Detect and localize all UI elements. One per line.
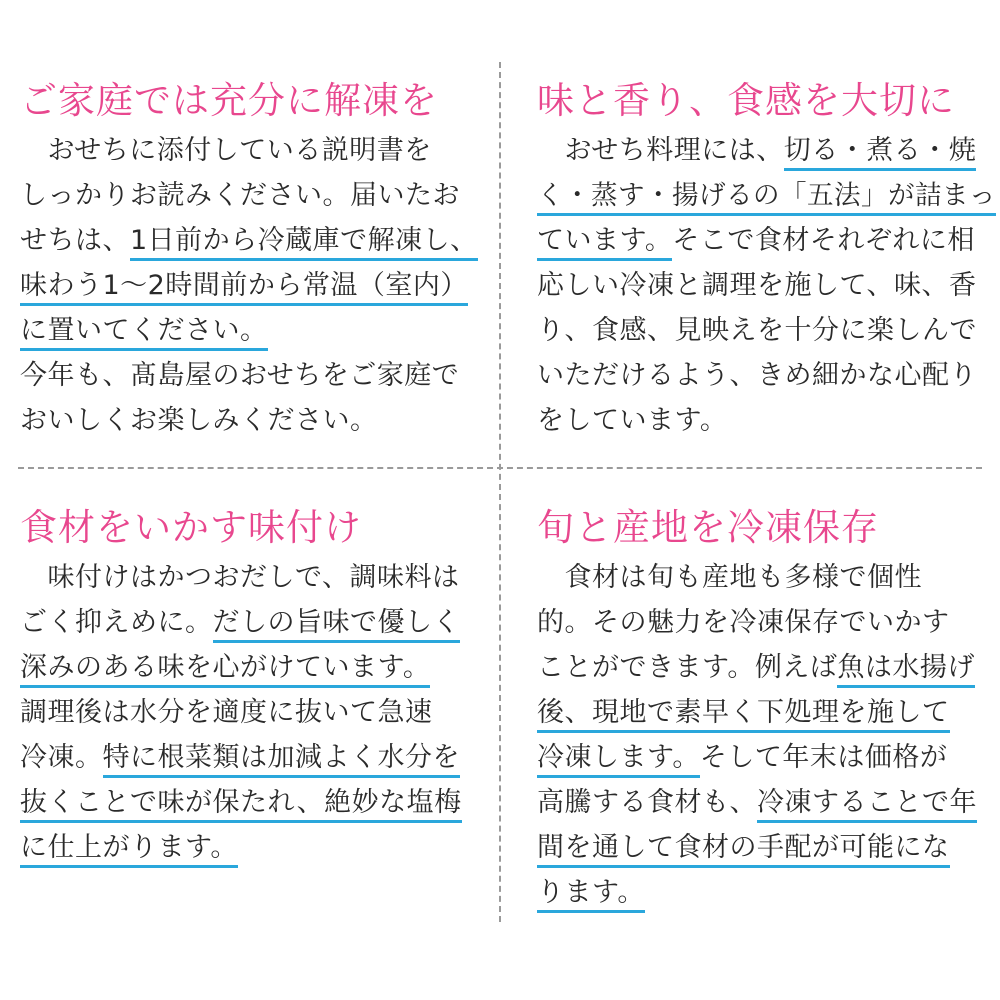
text-line: おせちに添付している説明書を	[20, 135, 432, 166]
text-line: おせち料理には、切る・煮る・焼	[537, 128, 997, 173]
text-line: 応しい冷凍と調理を施して、味、香	[537, 270, 977, 301]
underlined-text: 1日前から冷蔵庫で解凍し、	[130, 225, 478, 261]
text-line	[537, 173, 997, 218]
text-line	[537, 825, 997, 870]
section-title: 食材をいかす味付け	[20, 506, 362, 549]
underlined-text: 冷凍することで年	[757, 787, 977, 823]
text-line	[537, 690, 997, 735]
section-thawing	[20, 76, 480, 443]
underlined-text: 抜くことで味が保たれ、絶妙な塩梅	[20, 787, 462, 823]
text-line: 今年も、髙島屋のおせちをご家庭で	[20, 360, 460, 391]
text-line: ことができます。例えば魚は水揚げ	[537, 645, 997, 690]
underlined-text: 魚は水揚げ	[837, 652, 975, 688]
section-title: ご家庭では充分に解凍を	[20, 79, 438, 122]
horizontal-divider	[18, 467, 982, 469]
text-line: いただけるよう、きめ細かな心配り	[537, 360, 977, 391]
text-line: ています。そこで食材それぞれに相	[537, 218, 997, 263]
underlined-text: 後、現地で素早く下処理を施して	[537, 697, 950, 733]
text-line	[20, 308, 480, 353]
section-freezing	[537, 503, 997, 915]
text-line	[20, 780, 480, 825]
text-line	[20, 645, 480, 690]
text-line: おいしくお楽しみください。	[20, 405, 378, 436]
text-line: り、食感、見映えを十分に楽しんで	[537, 315, 977, 346]
underlined-text: 深みのある味を心がけています。	[20, 652, 430, 688]
underlined-text: だしの旨味で優しく	[213, 607, 461, 643]
section-title: 味と香り、食感を大切に	[537, 79, 955, 122]
text-line: 調理後は水分を適度に抜いて急速	[20, 697, 433, 728]
text-line	[20, 825, 480, 870]
underlined-text: 切る・煮る・焼	[784, 135, 977, 171]
underlined-text: 特に根菜類は加減よく水分を	[103, 742, 461, 778]
text-line: ごく抑えめに。だしの旨味で優しく	[20, 600, 480, 645]
text-line	[537, 870, 997, 915]
text-line: 食材は旬も産地も多様で個性	[537, 562, 922, 593]
underlined-text: に置いてください。	[20, 315, 268, 351]
text-line: 冷凍。特に根菜類は加減よく水分を	[20, 735, 480, 780]
text-line: 味付けはかつおだしで、調味料は	[20, 562, 460, 593]
underlined-text: 味わう1〜2時間前から常温（室内）	[20, 270, 468, 306]
underlined-text: ています。	[537, 225, 672, 261]
text-line: 冷凍します。そして年末は価格が	[537, 735, 997, 780]
underlined-text: 冷凍します。	[537, 742, 700, 778]
text-line: 的。その魅力を冷凍保存でいかす	[537, 607, 950, 638]
underlined-text: に仕上がります。	[20, 832, 238, 868]
underlined-text: く・蒸す・揚げるの「五法」が詰まっ	[537, 180, 996, 216]
text-line: 高騰する食材も、冷凍することで年	[537, 780, 997, 825]
text-line: せちは、1日前から冷蔵庫で解凍し、	[20, 218, 480, 263]
text-line: をしています。	[537, 405, 728, 436]
underlined-text: 間を通して食材の手配が可能にな	[537, 832, 950, 868]
section-seasoning	[20, 503, 480, 870]
vertical-divider	[499, 62, 501, 922]
underlined-text: ります。	[537, 877, 645, 913]
section-taste-aroma	[537, 76, 997, 443]
text-line: しっかりお読みください。届いたお	[20, 180, 460, 211]
text-line	[20, 263, 480, 308]
section-title: 旬と産地を冷凍保存	[537, 506, 879, 549]
